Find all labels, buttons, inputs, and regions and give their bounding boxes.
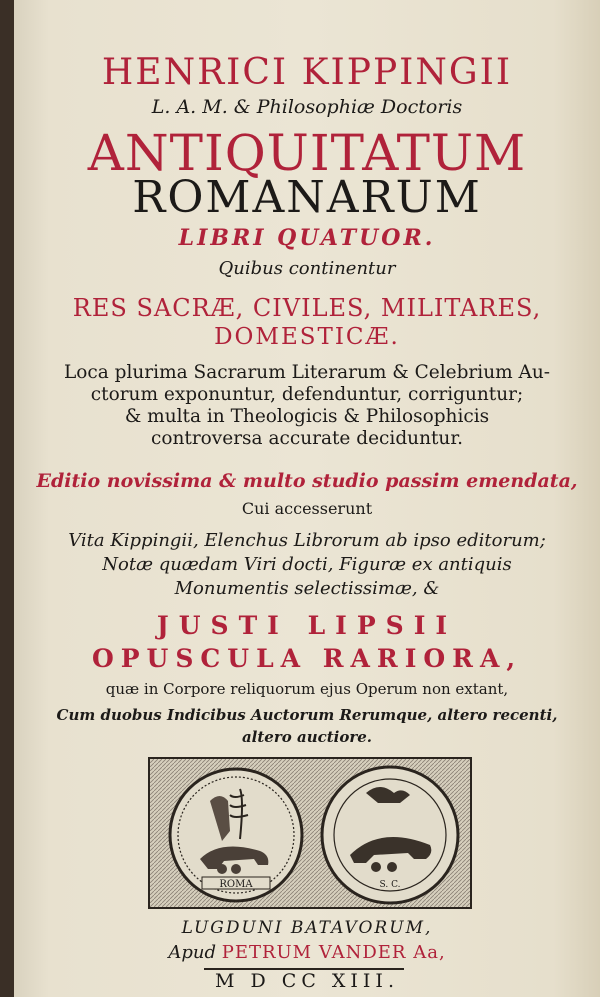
- cui-accesserunt: Cui accesserunt: [241, 499, 373, 518]
- title-line-1: ANTIQUITATUM: [87, 124, 527, 182]
- lipsius-name: JUSTI LIPSII: [156, 611, 458, 640]
- books-count: LIBRI QUATUOR.: [178, 225, 436, 251]
- publisher-prefix: Apud: [168, 942, 216, 963]
- indices-line-1: Cum duobus Indicibus Auctorum Rerumque, altero recenti,: [56, 706, 558, 724]
- extras-line-2: Notæ quædam Viri docti, Figuræ ex antiquis: [102, 554, 512, 575]
- publisher-name: PETRUM VANDER Aa,: [221, 942, 446, 963]
- description-line-2: ctorum exponuntur, defenduntur, corriguntur;: [90, 384, 524, 405]
- subjects-line-2: DOMESTICÆ.: [214, 324, 400, 350]
- author-credentials: L. A. M. & Philosophiæ Doctoris: [151, 96, 463, 118]
- indices-line-2: altero auctiore.: [241, 728, 373, 746]
- description-line-3: & multa in Theologicis & Philosophicis: [124, 406, 490, 427]
- edition-statement: Editio novissima & multo studio passim emendata,: [36, 470, 578, 492]
- quibus-line: Quibus continentur: [218, 258, 396, 279]
- left-coin-caption: ROMA: [219, 879, 253, 890]
- author-name: HENRICI KIPPINGII: [101, 52, 513, 93]
- left-coin: [170, 769, 302, 901]
- imprint-publisher: [14, 942, 600, 963]
- coins-illustration: [150, 759, 470, 907]
- title-line-2: ROMANARUM: [132, 172, 482, 223]
- extras-line-1: Vita Kippingii, Elenchus Librorum ab ipso editorum;: [68, 530, 546, 551]
- subjects-line-1: RES SACRÆ, CIVILES, MILITARES,: [72, 294, 542, 322]
- title-page: [14, 0, 600, 997]
- right-coin: [322, 767, 458, 903]
- lipsius-works: OPUSCULA RARIORA,: [91, 644, 523, 673]
- quae-line: quæ in Corpore reliquorum ejus Operum non extant,: [105, 680, 509, 698]
- right-coin-caption: S. C.: [379, 880, 401, 890]
- imprint-city: LUGDUNI BATAVORUM,: [181, 918, 433, 938]
- imprint-year: M D CC XIII.: [215, 970, 399, 992]
- extras-line-3: Monumentis selectissimæ, &: [174, 578, 440, 599]
- description-line-4: controversa accurate deciduntur.: [150, 428, 464, 449]
- coin-vignette: [148, 757, 472, 909]
- description-line-1: Loca plurima Sacrarum Literarum & Celebrium Au-: [63, 362, 551, 383]
